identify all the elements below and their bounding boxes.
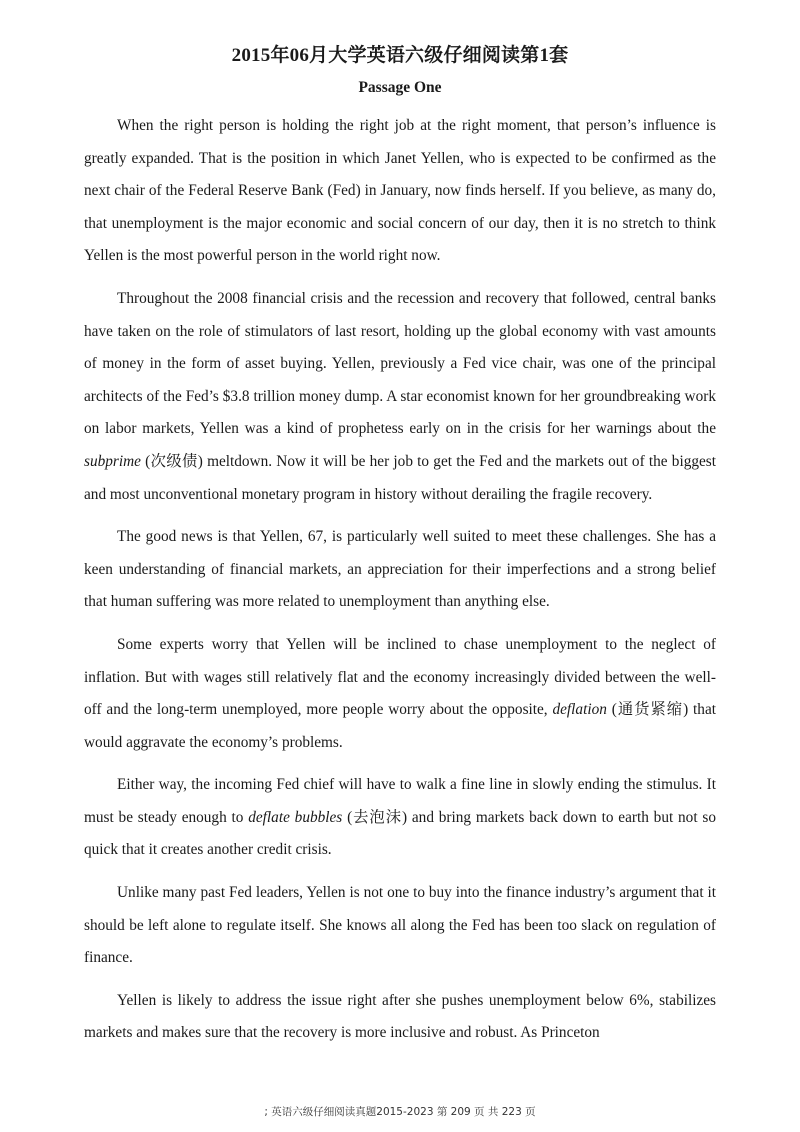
paragraph-text: Either way, the incoming Fed chief will have to walk a fine line in slowly ending the stimulus. It must be steady enough to (84, 776, 716, 826)
paragraph-text: (次级债) meltdown. Now it will be her job to get the Fed and the markets out of the biggest and most unconventional monetary program in history without derailing the fragile recovery. (84, 452, 716, 503)
italic-term: deflation (552, 701, 607, 719)
paragraph-text: Some experts worry that Yellen will be inclined to chase unemployment to the neglect of inflation. But with wages still relatively flat and the economy increasingly divided between the well-off and the long-term unemployed, more people worry about the opposite, (84, 635, 716, 719)
page-footer: ; 英语六级仔细阅读真题2015-2023 第 209 页 共 223 页 (264, 1106, 536, 1118)
paragraph (84, 629, 716, 759)
italic-term: deflate bubbles (248, 808, 343, 826)
paragraph-text: Throughout the 2008 financial crisis and the recession and recovery that followed, central banks have taken on the role of stimulators of last resort, holding up the global economy with vast amounts of money in the form of asset buying. Yellen, previously a Fed vice chair, was one of the principal architects of the Fed’s $3.8 trillion money dump. A star economist known for her groundbreaking work on labor markets, Yellen was a kind of prophetess early on in the crisis for her warnings about the (84, 289, 716, 438)
paragraph (84, 521, 716, 619)
document-title: 2015年06月大学英语六级仔细阅读第1套 (231, 45, 569, 66)
paragraph-text: The good news is that Yellen, 67, is particularly well suited to meet these challenges. She has a keen understanding of financial markets, an appreciation for their imperfections and a strong belief that human suffering was more related to unemployment than anything else. (84, 528, 716, 611)
italic-term: subprime (84, 452, 141, 470)
paragraph-text: Yellen is likely to address the issue right after she pushes unemployment below 6%, stabilizes markets and makes sure that the recovery is more inclusive and robust. As Princeton (84, 991, 716, 1042)
paragraph (84, 877, 716, 975)
paragraph (84, 985, 716, 1050)
paragraph-text: (去泡沫) and bring markets back down to earth but not so quick that it creates another credit crisis. (84, 808, 716, 859)
paragraph (84, 769, 716, 867)
paragraph-text: (通货紧缩) that would aggravate the economy’s problems. (84, 701, 716, 751)
paragraph-text: Unlike many past Fed leaders, Yellen is not one to buy into the finance industry’s argument that it should be left alone to regulate itself. She knows all along the Fed has been too slack on regulation of finance. (84, 884, 716, 967)
paragraph-text: When the right person is holding the right job at the right moment, that person’s influence is greatly expanded. That is the position in which Janet Yellen, who is expected to be confirmed as the next chair of the Federal Reserve Bank (Fed) in January, now finds herself. If you believe, as many do, that unemployment is the major economic and social concern of our day, then it is no stretch to think Yellen is the most powerful person in the world right now. (84, 117, 716, 265)
paragraph (84, 110, 716, 273)
passage-body (84, 110, 716, 1060)
passage-title: Passage One (358, 79, 442, 96)
paragraph (84, 283, 716, 511)
